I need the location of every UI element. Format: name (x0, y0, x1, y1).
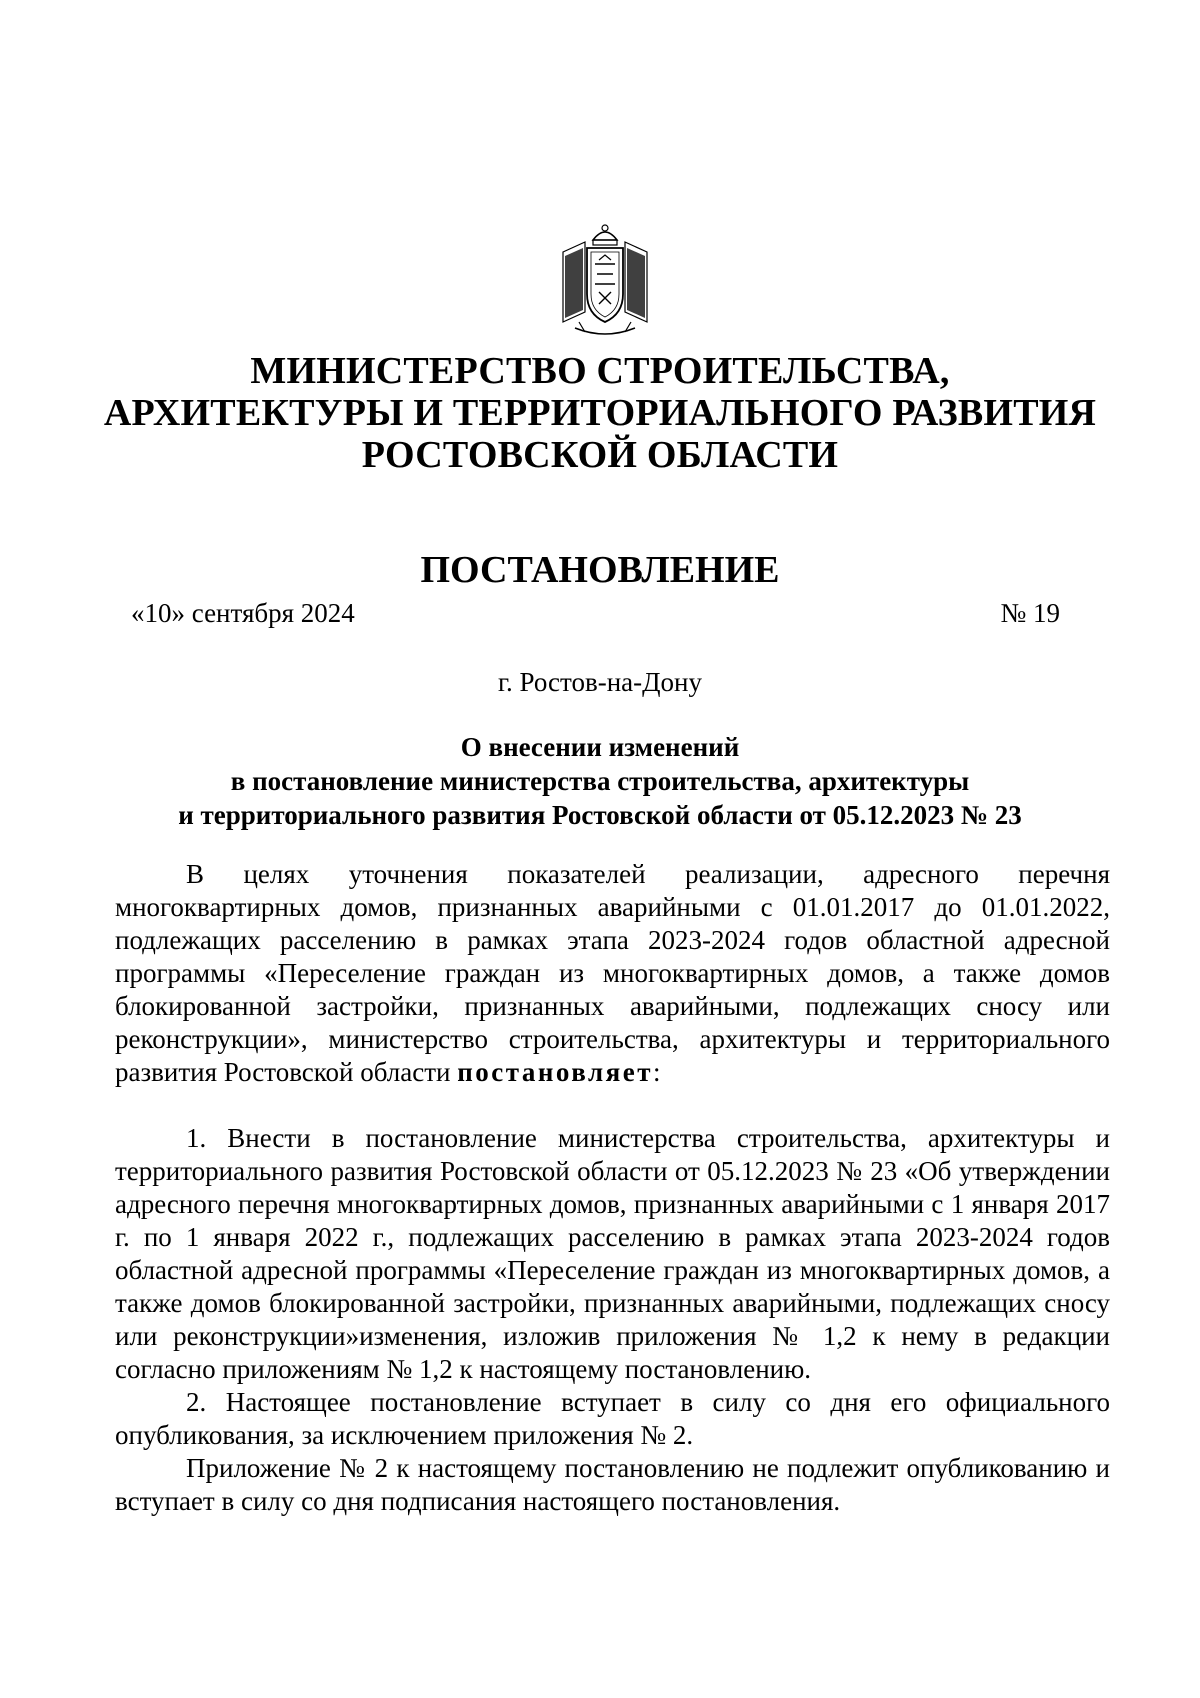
preamble-colon: : (652, 1057, 661, 1087)
ministry-name-line-2: АРХИТЕКТУРЫ И ТЕРРИТОРИАЛЬНОГО РАЗВИТИЯ (103, 392, 1097, 434)
document-type-heading: ПОСТАНОВЛЕНИЕ (420, 549, 780, 591)
item-1-paragraph: 1. Внести в постановление министерства строительства, архитектуры и территориального развития Ростовской области от 05.12.2023 № 23 «Об утверждении адресного перечня многоквартирных домов, признанных аварийными с 1 января 2017 г. по 1 января 2022 г., подлежащих расселению в рамках этапа 2023-2024 годов областной адресной программы «Переселение граждан из многоквартирных домов, а также домов блокированной застройки, признанных аварийными, подлежащих сносу или реконструкции»изменения, изложив приложения № 1,2 к нему в редакции согласно приложениям № 1,2 к настоящему постановлению. (115, 1123, 1110, 1384)
ministry-name-line-1: МИНИСТЕРСТВО СТРОИТЕЛЬСТВА, (250, 350, 950, 392)
document-subject (0, 730, 1200, 832)
document-number: № 19 (1000, 598, 1060, 628)
subject-line-3: и территориального развития Ростовской области от 05.12.2023 № 23 (178, 800, 1022, 830)
preamble-text: В целях уточнения показателей реализации, адресного перечня многоквартирных домов, признанных аварийными с 01.01.2017 до 01.01.2022, подлежащих расселению в рамках этапа 2023-2024 годов областной адресной программы «Переселение граждан из многоквартирных домов, а также домов блокированной застройки, признанных аварийными, подлежащих сносу или реконструкции», министерство строительства, архитектуры и территориального развития Ростовской области (115, 859, 1110, 1087)
subject-line-2: в постановление министерства строительства, архитектуры (230, 766, 970, 796)
document-body (115, 858, 1110, 1518)
ministry-name-line-3: РОСТОВСКОЙ ОБЛАСТИ (361, 434, 839, 476)
preamble-keyword: постановляет (457, 1057, 653, 1087)
document-date: «10» сентября 2024 (131, 598, 355, 628)
item-2-note-paragraph: Приложение № 2 к настоящему постановлению не подлежит опубликованию и вступает в силу со дня подписания настоящего постановления. (115, 1453, 1110, 1516)
subject-line-1: О внесении изменений (460, 732, 740, 762)
preamble-paragraph (115, 858, 1110, 1089)
coat-of-arms-icon (555, 222, 655, 342)
ministry-name (0, 350, 1200, 476)
item-2-paragraph: 2. Настоящее постановление вступает в силу со дня его официального опубликования, за исключением приложения № 2. (115, 1387, 1110, 1450)
document-place: г. Ростов-на-Дону (497, 667, 702, 697)
